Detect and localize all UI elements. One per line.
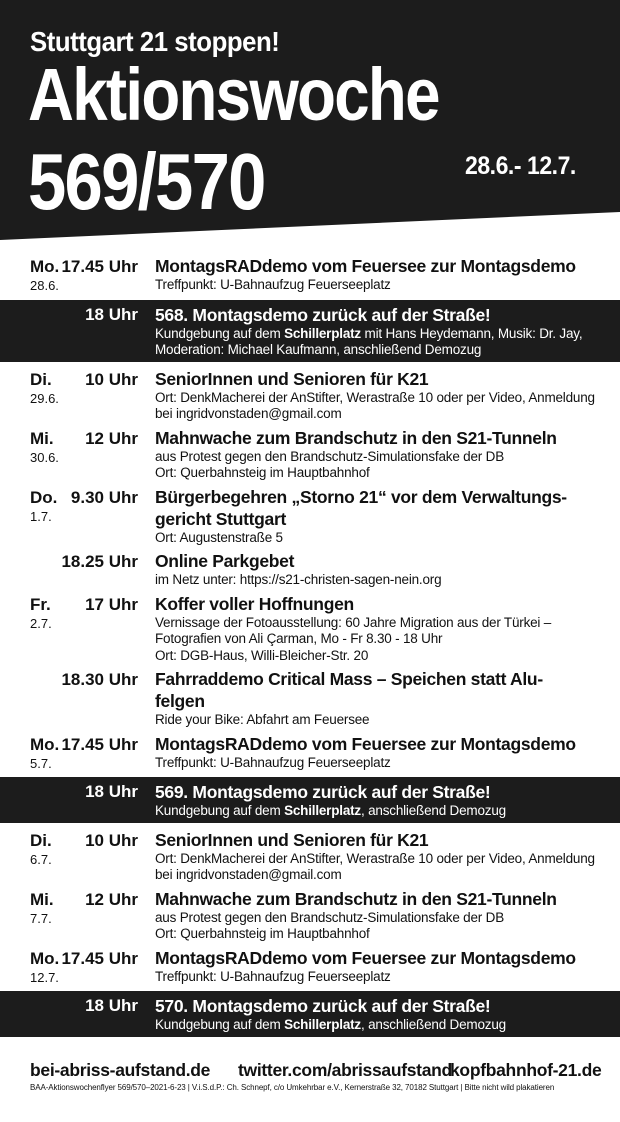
event-item [0,593,620,665]
event-time: 18 Uhr [85,782,138,801]
event-date: 2.7. [30,615,52,631]
event-time: 12 Uhr [85,428,138,448]
event-time: 17.45 Uhr [61,257,138,276]
event-title: MontagsRADdemo vom Feuersee zur Montagsdemo [155,256,576,276]
event-day: Di. [30,830,52,850]
header-subtitle: Stuttgart 21 stoppen! [30,26,280,57]
event-item-highlight [0,300,620,362]
event-item-highlight [0,991,620,1037]
event-desc: Ort: Querbahnsteig im Hauptbahnhof [155,926,370,941]
event-date: 7.7. [30,910,52,926]
event-item [0,550,620,589]
event-item [0,255,620,294]
event-time: 18.30 Uhr [61,670,138,689]
imprint: BAA-Aktionswochenflyer 569/570–2021-6-23 | V.i.S.d.P.: Ch. Schnepf, c/o Umkehrbar e.V., Kernerstraße 32, 70182 Stuttgart | Bitte nicht wild plakatieren [30,1083,555,1092]
event-desc: Vernissage der Fotoausstellung: 60 Jahre Migration aus der Türkei – [155,614,552,630]
event-day: Mo. [30,948,60,968]
event-desc: Ort: Augustenstraße 5 [155,529,283,545]
footer-links [0,1060,620,1084]
event-date: 6.7. [30,851,52,867]
event-title: MontagsRADdemo vom Feuersee zur Montagsdemo [155,947,576,968]
event-desc: Ort: DenkMacherei der AnStifter, Werastraße 10 oder per Video, Anmeldung [155,389,595,405]
event-title: Koffer voller Hoffnungen [155,593,354,614]
event-title: 570. Montagsdemo zurück auf der Straße! [155,996,491,1016]
event-title-cont: felgen [155,691,205,711]
event-time: 10 Uhr [85,830,138,850]
event-title: SeniorInnen und Senioren für K21 [155,368,429,389]
event-title: Mahnwache zum Brandschutz in den S21-Tunneln [155,427,557,448]
event-time: 17.45 Uhr [61,734,138,754]
event-item [0,368,620,423]
event-date: 12.7. [30,969,59,985]
event-item-highlight [0,777,620,823]
header-title: Aktionswoche [28,53,439,136]
event-day: Mo. [30,257,60,276]
event-title: MontagsRADdemo vom Feuersee zur Montagsdemo [155,733,576,754]
footer-link-twitter[interactable]: twitter.com/abrissaufstand [238,1060,452,1080]
event-day: Mo. [30,734,60,754]
event-item [0,668,620,729]
event-date: 5.7. [30,755,52,771]
event-desc: Treffpunkt: U-Bahnaufzug Feuerseeplatz [155,968,391,984]
event-desc: bei ingridvonstaden@gmail.com [155,867,342,882]
event-date: 28.6. [30,278,59,293]
event-item [0,888,620,943]
event-time: 17.45 Uhr [61,948,138,968]
header-daterange: 28.6.- 12.7. [465,152,576,180]
event-desc: Moderation: Michael Kaufmann, anschließend Demozug [155,342,482,357]
event-desc: bei ingridvonstaden@gmail.com [155,406,342,421]
event-title: Fahrraddemo Critical Mass – Speichen statt Alu- [155,669,543,689]
event-time: 10 Uhr [85,369,138,389]
event-date: 30.6. [30,449,59,465]
header-numbers: 569/570 [28,137,265,226]
event-title: SeniorInnen und Senioren für K21 [155,829,429,850]
event-desc: aus Protest gegen den Brandschutz-Simulationsfake der DB [155,448,505,464]
event-time: 17 Uhr [85,594,138,614]
event-day: Do. [30,487,58,507]
event-time: 12 Uhr [85,889,138,909]
event-title: Bürgerbegehren „Storno 21“ vor dem Verwaltungs- [155,486,567,507]
header-banner [0,0,620,245]
event-desc-bold: Schillerplatz [284,1017,361,1032]
event-desc: Ort: DGB-Haus, Willi-Bleicher-Str. 20 [155,647,369,663]
event-day: Mi. [30,428,54,448]
event-time: 9.30 Uhr [70,487,138,507]
event-desc: Ride your Bike: Abfahrt am Feuersee [155,712,370,727]
event-desc-bold: Schillerplatz [284,325,361,341]
event-day: Fr. [30,594,51,614]
event-desc: aus Protest gegen den Brandschutz-Simulationsfake der DB [155,909,505,925]
event-time: 18 Uhr [85,304,138,324]
event-time: 18 Uhr [85,996,138,1015]
event-desc: Ort: DenkMacherei der AnStifter, Werastraße 10 oder per Video, Anmeldung [155,850,595,866]
event-title: 568. Montagsdemo zurück auf der Straße! [155,304,491,325]
event-desc-bold: Schillerplatz [284,803,361,818]
event-list [0,255,620,1043]
event-title: 569. Montagsdemo zurück auf der Straße! [155,782,491,802]
event-desc: Treffpunkt: U-Bahnaufzug Feuerseeplatz [155,754,391,770]
event-title: Mahnwache zum Brandschutz in den S21-Tunneln [155,888,557,909]
event-desc: Kundgebung auf dem Schillerplatz, anschließend Demozug [155,1017,506,1032]
event-desc: Ort: Querbahnsteig im Hauptbahnhof [155,465,370,480]
event-date: 29.6. [30,390,59,406]
event-item [0,947,620,986]
event-desc: Fotografien von Ali Çarman, Mo - Fr 8.30 - 18 Uhr [155,631,443,646]
event-item [0,829,620,884]
event-desc: im Netz unter: https://s21-christen-sagen-nein.org [155,572,442,587]
footer-link-kopfbahnhof[interactable]: kopfbahnhof-21.de [450,1060,602,1080]
event-desc: Kundgebung auf dem Schillerplatz, anschließend Demozug [155,803,506,818]
event-day: Mi. [30,889,54,909]
event-item [0,427,620,482]
event-item [0,733,620,772]
event-desc: Kundgebung auf dem Schillerplatz mit Hans Heydemann, Musik: Dr. Jay, [155,325,583,341]
event-desc: Treffpunkt: U-Bahnaufzug Feuerseeplatz [155,277,391,292]
event-day: Di. [30,369,52,389]
event-date: 1.7. [30,508,52,524]
event-item [0,486,620,547]
event-title-cont: gericht Stuttgart [155,508,287,529]
event-title: Online Parkgebet [155,551,295,571]
footer-link-website[interactable]: bei-abriss-aufstand.de [30,1060,211,1080]
event-time: 18.25 Uhr [61,552,138,571]
